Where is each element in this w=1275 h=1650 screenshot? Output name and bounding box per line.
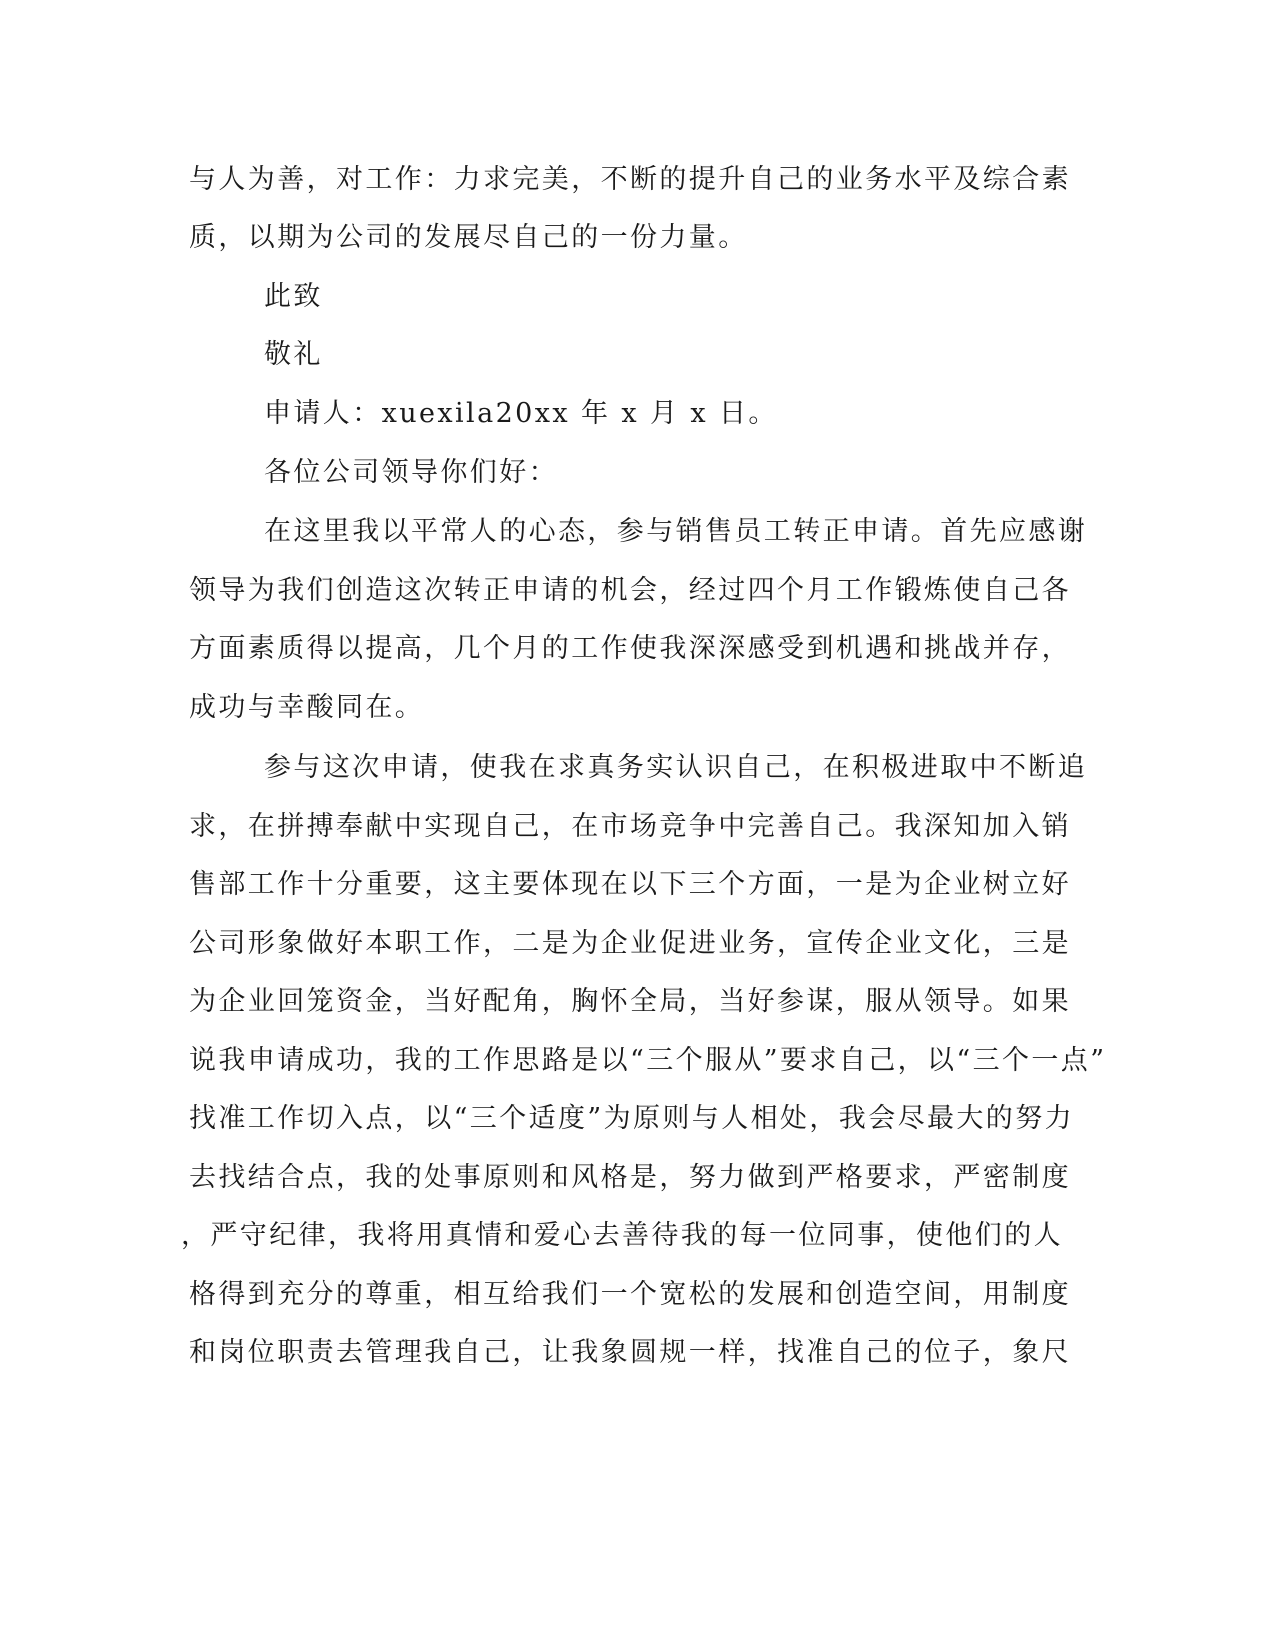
- body-line: 公司形象做好本职工作，二是为企业促进业务，宣传企业文化，三是: [189, 928, 1071, 959]
- body-line: 在这里我以平常人的心态，参与销售员工转正申请。首先应感谢: [264, 516, 1088, 547]
- body-line: 成功与幸酸同在。: [189, 692, 425, 723]
- body-line: 领导为我们创造这次转正申请的机会，经过四个月工作锻炼使自己各: [189, 575, 1071, 606]
- body-line: 说我申请成功，我的工作思路是以“三个服从”要求自己，以“三个一点”: [189, 1045, 1107, 1076]
- greeting-line: 各位公司领导你们好：: [264, 457, 558, 488]
- body-line: 格得到充分的尊重，相互给我们一个宽松的发展和创造空间，用制度: [189, 1279, 1071, 1310]
- body-line: 质，以期为公司的发展尽自己的一份力量。: [189, 222, 748, 253]
- body-line: 找准工作切入点，以“三个适度”为原则与人相处，我会尽最大的努力: [189, 1103, 1075, 1134]
- body-line: 求，在拼搏奉献中实现自己，在市场竞争中完善自己。我深知加入销: [189, 811, 1071, 842]
- body-line: ，严守纪律，我将用真情和爱心去善待我的每一位同事，使他们的人: [181, 1220, 1063, 1251]
- closing-line: 敬礼: [264, 339, 323, 370]
- applicant-signature-line: 申请人：xuexila20xx 年 x 月 x 日。: [264, 398, 778, 429]
- body-line: 售部工作十分重要，这主要体现在以下三个方面，一是为企业树立好: [189, 869, 1071, 900]
- body-line: 为企业回笼资金，当好配角，胸怀全局，当好参谋，服从领导。如果: [189, 986, 1071, 1017]
- body-line: 参与这次申请，使我在求真务实认识自己，在积极进取中不断追: [264, 752, 1088, 783]
- body-line: 和岗位职责去管理我自己，让我象圆规一样，找准自己的位子，象尺: [189, 1337, 1071, 1368]
- body-line: 去找结合点，我的处事原则和风格是，努力做到严格要求，严密制度: [189, 1162, 1071, 1193]
- body-line: 方面素质得以提高，几个月的工作使我深深感受到机遇和挑战并存，: [189, 633, 1071, 664]
- body-line: 与人为善，对工作：力求完美，不断的提升自己的业务水平及综合素: [189, 164, 1071, 195]
- salutation-line: 此致: [264, 281, 323, 312]
